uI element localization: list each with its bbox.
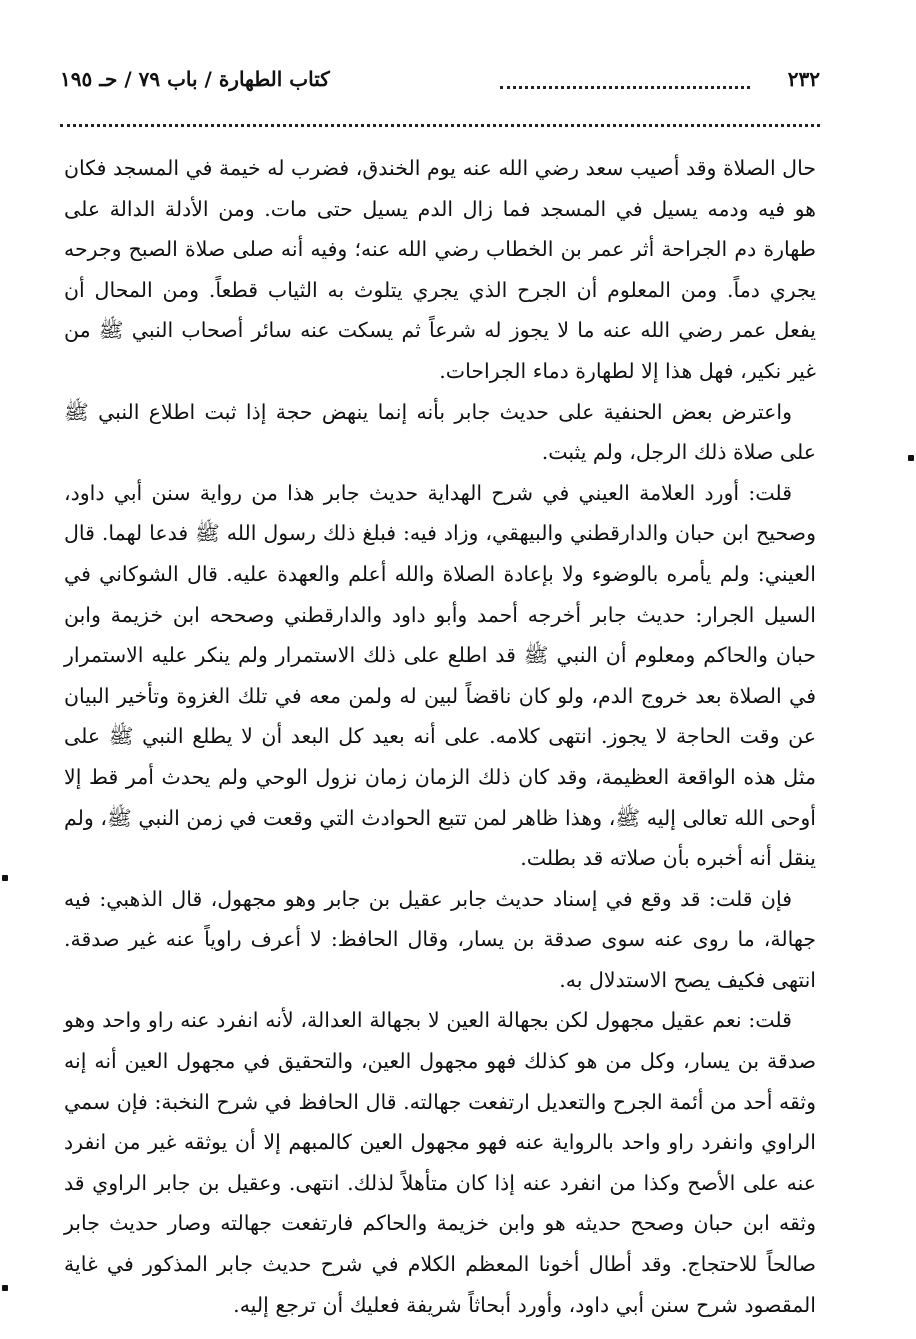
scan-edge-mark	[908, 455, 914, 461]
header-leader-dots	[500, 72, 750, 89]
header-divider	[60, 124, 820, 127]
paragraph: حال الصلاة وقد أصيب سعد رضي الله عنه يوم الخندق، فضرب له خيمة في المسجد فكان هو فيه ودمه يسيل في المسجد فما زال الدم يسيل حتى مات. ومن الأدلة الدالة على طهارة دم الجراحة أثر عمر بن الخطاب رضي الله عنه؛ وفيه أنه صلى صلاة الصبح وجرحه يجري دماً. ومن المعلوم أن الجرح الذي يجري يتلوث به الثياب قطعاً. ومن المحال أن يفعل عمر رضي الله عنه ما لا يجوز له شرعاً ثم يسكت عنه سائر أصحاب النبي ﷺ من غير نكير، فهل هذا إلا لطهارة دماء الجراحات.	[64, 156, 816, 383]
page-header	[60, 62, 820, 96]
paragraph: واعترض بعض الحنفية على حديث جابر بأنه إنما ينهض حجة إذا ثبت اطلاع النبي ﷺ على صلاة ذلك الرجل، ولم يثبت.	[64, 399, 816, 465]
running-title: كتاب الطهارة / باب ٧٩ / حـ ١٩٥	[60, 67, 330, 91]
scan-edge-mark	[2, 1285, 8, 1291]
scan-edge-mark	[2, 875, 8, 881]
page-number: ٢٣٢	[787, 67, 820, 91]
paragraph: قلت: أورد العلامة العيني في شرح الهداية حديث جابر هذا من رواية سنن أبي داود، وصحيح ابن حبان والدارقطني والبيهقي، وزاد فيه: فبلغ ذلك رسول الله ﷺ فدعا لهما. قال العيني: ولم يأمره بالوضوء ولا بإعادة الصلاة والله أعلم والعهدة عليه. قال الشوكاني في السيل الجرار: حديث جابر أخرجه أحمد وأبو داود والدارقطني وصححه ابن خزيمة وابن حبان والحاكم ومعلوم أن النبي ﷺ قد اطلع على ذلك الاستمرار ولم ينكر عليه الاستمرار في الصلاة بعد خروج الدم، ولو كان ناقضاً لبين له ولمن معه في تلك الغزوة وتأخير البيان عن وقت الحاجة لا يجوز. انتهى كلامه. على أنه بعيد كل البعد أن لا يطلع النبي ﷺ على مثل هذه الواقعة العظيمة، وقد كان ذلك الزمان زمان نزول الوحي ولم يحدث أمر قط إلا أوحى الله تعالى إليه ﷺ، وهذا ظاهر لمن تتبع الحوادث التي وقعت في زمن النبي ﷺ، ولم ينقل أنه أخبره بأن صلاته قد بطلت.	[64, 480, 816, 871]
body-text	[64, 148, 816, 1325]
paragraph: قلت: نعم عقيل مجهول لكن بجهالة العين لا بجهالة العدالة، لأنه انفرد عنه راو واحد وهو صدقة بن يسار، وكل من هو كذلك فهو مجهول العين، والتحقيق في مجهول العين أنه إنه وثقه أحد من أئمة الجرح والتعديل ارتفعت جهالته. قال الحافظ في شرح النخبة: فإن سمي الراوي وانفرد راو واحد بالرواية عنه فهو مجهول العين كالمبهم إلا أن يوثقه غير من انفرد عنه على الأصح وكذا من انفرد عنه إذا كان متأهلاً لذلك. انتهى. وعقيل بن جابر الراوي قد وثقه ابن حبان وصحح حديثه هو وابن خزيمة والحاكم فارتفعت جهالته وصار حديث جابر صالحاً للاحتجاج. وقد أطال أخونا المعظم الكلام في شرح حديث جابر المذكور في غاية المقصود شرح سنن أبي داود، وأورد أبحاثاً شريفة فعليك أن ترجع إليه.	[64, 1008, 816, 1317]
paragraph: فإن قلت: قد وقع في إسناد حديث جابر عقيل بن جابر وهو مجهول، قال الذهبي: فيه جهالة، ما روى عنه سوى صدقة بن يسار، وقال الحافظ: لا أعرف راوياً عنه غير صدقة. انتهى فكيف يصح الاستدلال به.	[64, 886, 816, 992]
